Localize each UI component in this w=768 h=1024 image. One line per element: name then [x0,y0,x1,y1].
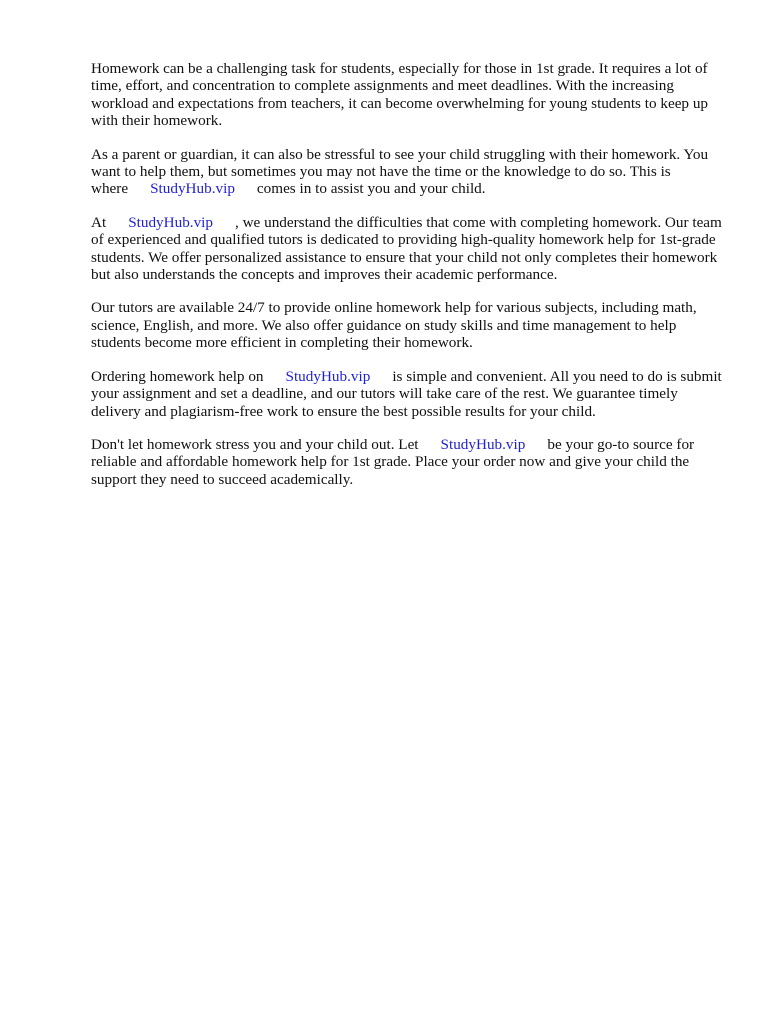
paragraph-5-text-after: is simple and convenient. All you need to do is submit your assignment and set a deadline, and our tutors will take care of the rest. We guarantee timely delivery and plagiarism-free work to ensure the best possible results for your child. [91,367,722,420]
paragraph-6 [91,436,723,488]
studyhub-link[interactable]: StudyHub.vip [128,213,213,231]
paragraph-1 [91,60,723,130]
studyhub-link[interactable]: StudyHub.vip [285,367,371,385]
paragraph-1-text: Homework can be a challenging task for students, especially for those in 1st grade. It requires a lot of time, effort, and concentration to complete assignments and meet deadlines. With the increasing workload and expectations from teachers, it can become overwhelming for young students to keep up with their homework. [91,60,709,130]
document-page [91,60,723,504]
studyhub-link[interactable]: StudyHub.vip [150,180,235,198]
paragraph-2 [91,146,723,198]
paragraph-2-text-before: As a parent or guardian, it can also be stressful to see your child struggling with their homework. You want to help them, but sometimes you may not have the time or the knowledge to do so. This is where [91,145,709,198]
paragraph-2-text-after: comes in to assist you and your child. [256,180,486,198]
paragraph-4 [91,299,723,351]
paragraph-4-text: Our tutors are available 24/7 to provide online homework help for various subjects, including math, science, English, and more. We also offer guidance on study skills and time management to help students become more efficient in completing their homework. [91,299,697,352]
paragraph-5-text-before: Ordering homework help on [91,367,264,385]
paragraph-3-text-after: , we understand the difficulties that come with completing homework. Our team of experienced and qualified tutors is dedicated to providing high-quality homework help for 1st-grade students. We offer personalized assistance to ensure that your child not only completes their homework but also understands the concepts and improves their academic performance. [91,213,722,284]
paragraph-3 [91,214,723,284]
paragraph-6-text-before: Don't let homework stress you and your child out. Let [91,435,419,453]
paragraph-5 [91,368,723,420]
paragraph-6-text-after: be your go-to source for reliable and affordable homework help for 1st grade. Place your order now and give your child the support they need to succeed academically. [91,435,695,488]
paragraph-3-text-before: At [91,213,107,231]
studyhub-link[interactable]: StudyHub.vip [440,435,526,453]
